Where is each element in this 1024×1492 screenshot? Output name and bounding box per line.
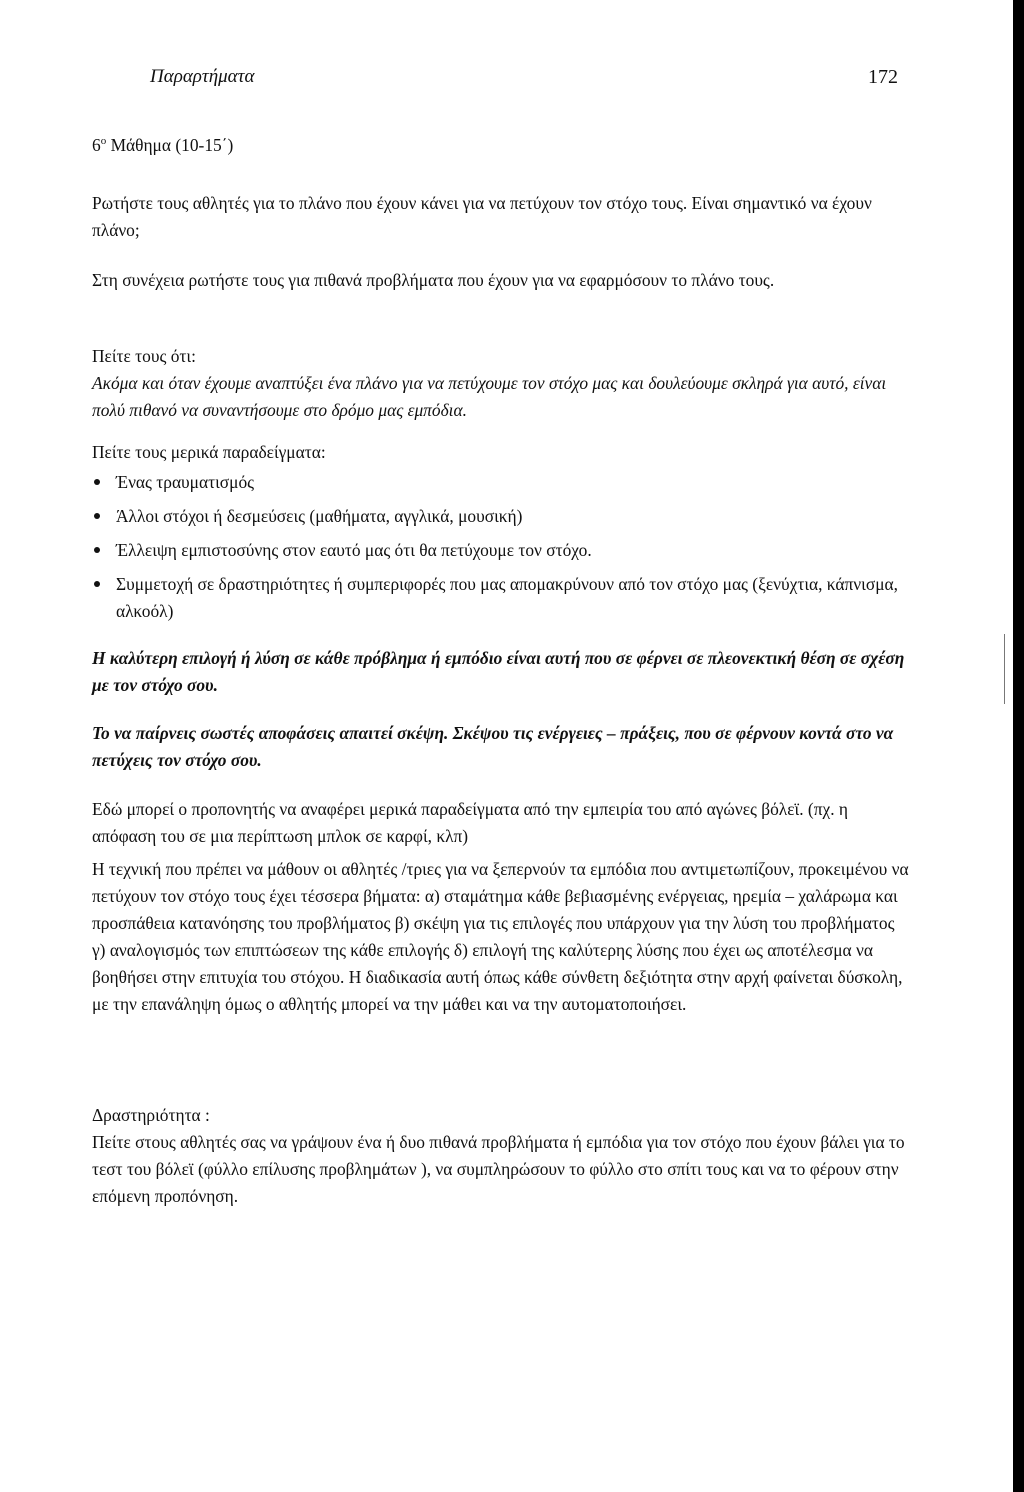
paragraph-decisions: Το να παίρνεις σωστές αποφάσεις απαιτεί σκέψη. Σκέψου τις ενέργειες – πράξεις, που σε φέρνουν κοντά στο να πετύχεις τον στόχο σου. <box>92 723 894 770</box>
bullet-icon <box>94 479 100 485</box>
paragraph-examples-label: Πείτε τους μερικά παραδείγματα: <box>92 442 326 462</box>
paragraph-plan-question: Ρωτήστε τους αθλητές για το πλάνο που έχουν κάνει για να πετύχουν τον στόχο τους. Είναι σημαντικό να έχουν πλάνο; <box>92 193 872 240</box>
page-header <box>150 66 898 96</box>
paragraph-coach-examples: Εδώ μπορεί ο προπονητής να αναφέρει μερικά παραδείγματα από την εμπειρία του από αγώνες βόλεϊ. (πχ. η απόφαση του σε μια περίπτωση μπλοκ σε καρφί, κλπ) <box>92 799 848 846</box>
bullet-icon <box>94 581 100 587</box>
lesson-title: Μάθημα (10-15΄) <box>110 135 234 155</box>
lesson-heading <box>92 128 912 159</box>
list-item <box>92 571 912 625</box>
activity-text: Πείτε στους αθλητές σας να γράψουν ένα ή δυο πιθανά προβλήματα ή εμπόδια για τον στόχο που έχουν βάλει για το τεστ του βόλεϊ (φύλλο επίλυσης προβλημάτων ), να συμπληρώσουν το φύλλο στο σπίτι τους και να το φέρουν στην επόμενη προπόνηση. <box>92 1132 905 1206</box>
paragraph-technique: Η τεχνική που πρέπει να μάθουν οι αθλητές /τριες για να ξεπερνούν τα εμπόδια που αντιμετωπίζουν, προκειμένου να πετύχουν τον στόχο τους έχει τέσσερα βήματα: α) σταμάτημα κάθε βεβιασμένης ενέργειας, ηρεμία – χαλάρωμα και προσπάθεια κατανόησης του προβλήματος β) σκέψη για τις επιλογές που υπάρχουν για την λύση του προβλήματος γ) αναλογισμός των επιπτώσεων της κάθε επιλογής δ) επιλογή της καλύτερης λύσης που έχει ως αποτέλεσμα να βοηθήσει στην επιτυχία του στόχου. Η διαδικασία αυτή όπως κάθε σύνθετη δεξιότητα στην αρχή φαίνεται δύσκολη, με την επανάληψη όμως ο αθλητής μπορεί να την μάθει και να την αυτοματοποιήσει. <box>92 859 909 1014</box>
lesson-superscript: ο <box>100 135 107 147</box>
paragraph-obstacles-quote: Ακόμα και όταν έχουμε αναπτύξει ένα πλάνο για να πετύχουμε τον στόχο μας και δουλεύουμε σκληρά για αυτό, είναι πολύ πιθανό να συναντήσουμε στο δρόμο μας εμπόδια. <box>92 373 887 420</box>
list-item <box>92 503 912 530</box>
list-item-text: Συμμετοχή σε δραστηριότητες ή συμπεριφορές που μας απομακρύνουν από τον στόχο μας (ξενύχτια, κάπνισμα, αλκοόλ) <box>116 574 899 621</box>
bullet-icon <box>94 547 100 553</box>
list-item <box>92 469 912 496</box>
list-item-text: Έλλειψη εμπιστοσύνης στον εαυτό μας ότι θα πετύχουμε τον στόχο. <box>116 540 592 560</box>
bullet-icon <box>94 513 100 519</box>
paragraph-problems-question: Στη συνέχεια ρωτήστε τους για πιθανά προβλήματα που έχουν για να εφαρμόσουν το πλάνο τους. <box>92 270 775 290</box>
section-title: Παραρτήματα <box>150 66 255 87</box>
list-item-text: Άλλοι στόχοι ή δεσμεύσεις (μαθήματα, αγγλικά, μουσική) <box>116 506 523 526</box>
scan-edge-line <box>1004 634 1005 704</box>
lesson-number: 6 <box>92 135 101 155</box>
examples-list <box>92 469 912 632</box>
paragraph-best-choice: Η καλύτερη επιλογή ή λύση σε κάθε πρόβλημα ή εμπόδιο είναι αυτή που σε φέρνει σε πλεονεκτική θέση σε σχέση με τον στόχο σου. <box>92 648 905 695</box>
activity-label: Δραστηριότητα : <box>92 1105 210 1125</box>
paragraph-tell-them-label: Πείτε τους ότι: <box>92 346 196 366</box>
list-item <box>92 537 912 564</box>
page-number: 172 <box>868 66 898 88</box>
list-item-text: Ένας τραυματισμός <box>116 472 255 492</box>
